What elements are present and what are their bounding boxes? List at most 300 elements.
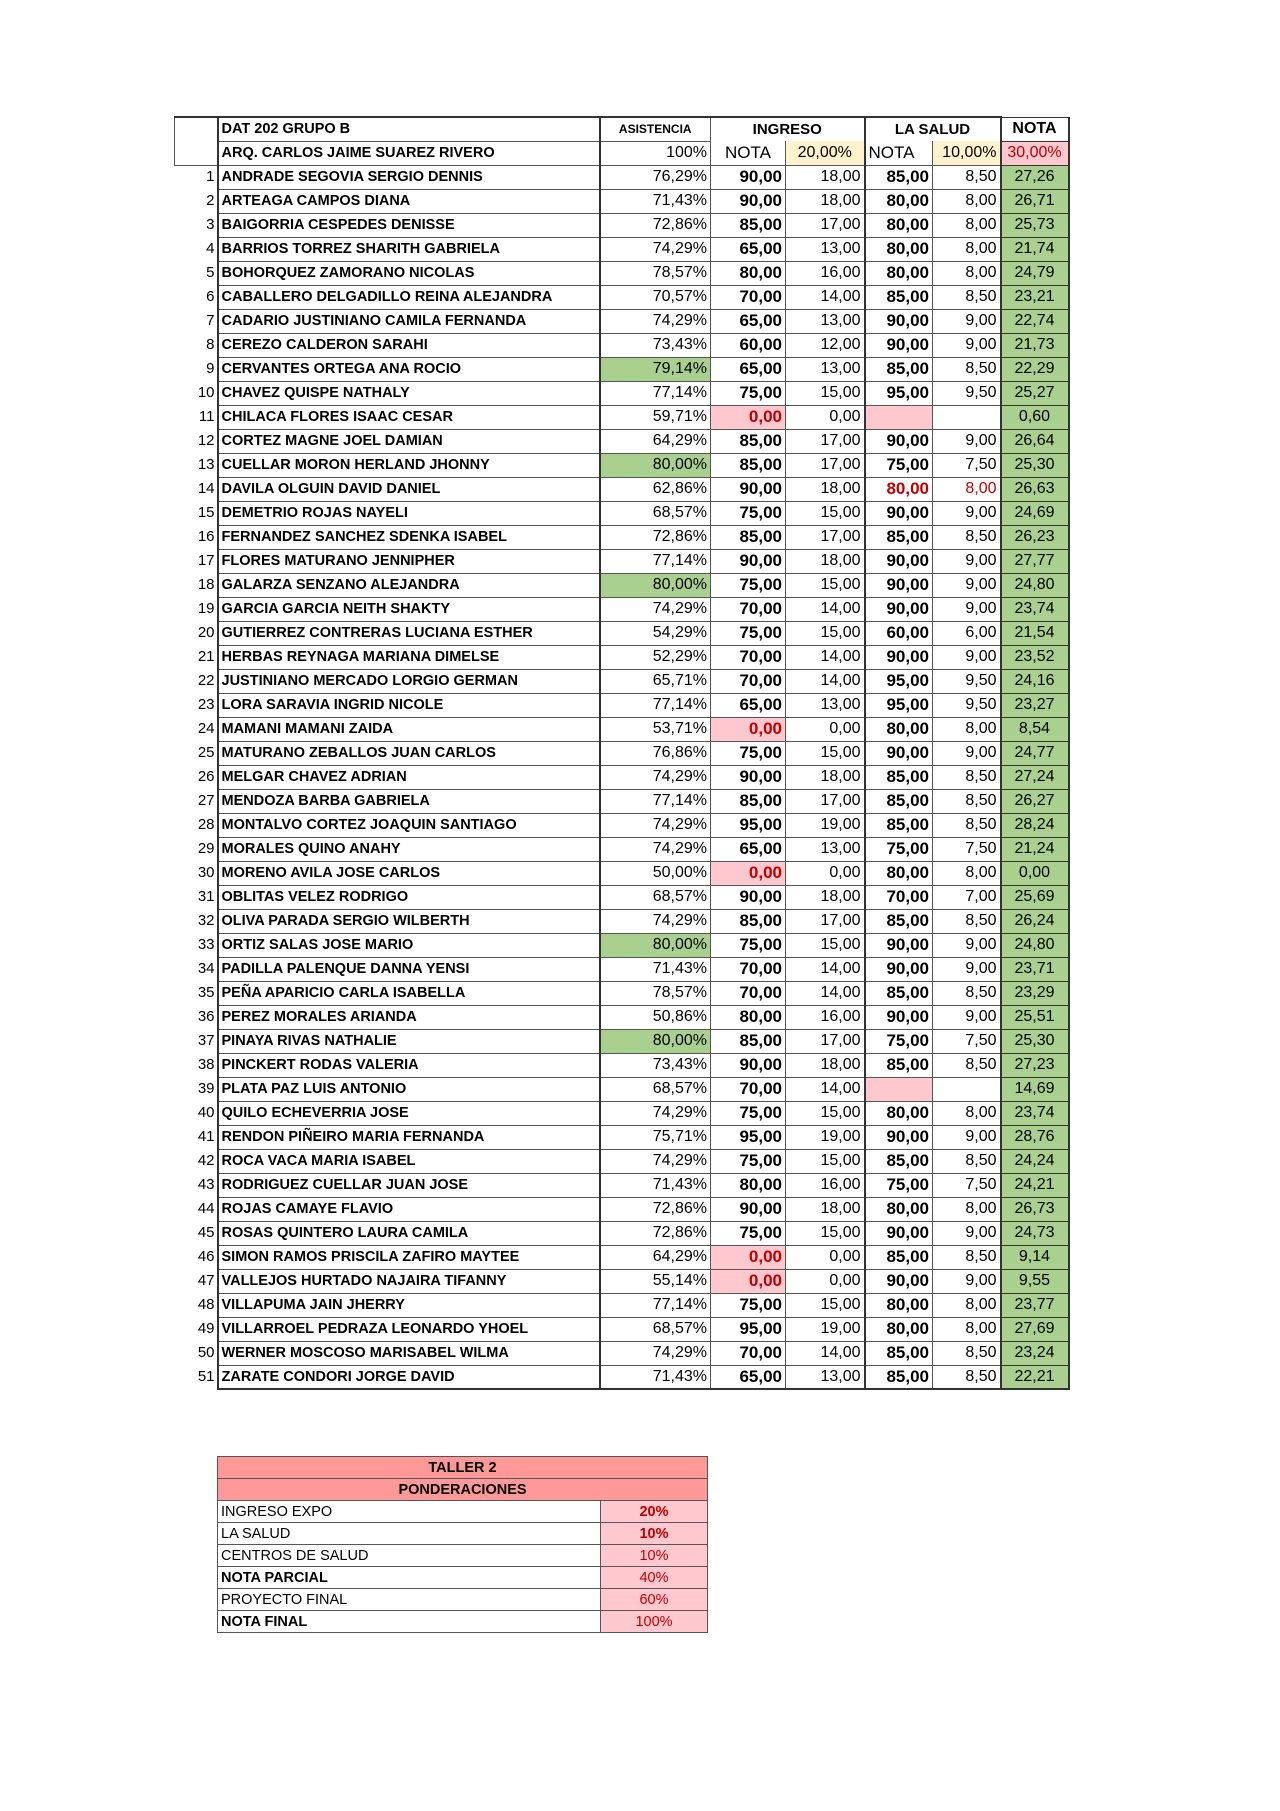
table-row xyxy=(175,1341,1069,1365)
student-name: OBLITAS VELEZ RODRIGO xyxy=(218,885,600,909)
ingreso-weighted: 18,00 xyxy=(786,885,865,909)
salud-weighted: 9,00 xyxy=(933,429,1001,453)
salud-weighted: 8,50 xyxy=(933,765,1001,789)
ingreso-weighted: 19,00 xyxy=(786,1317,865,1341)
attendance: 72,86% xyxy=(600,525,711,549)
header-row-2 xyxy=(175,141,1069,165)
final-grade: 26,73 xyxy=(1001,1197,1069,1221)
ingreso-grade: 60,00 xyxy=(711,333,786,357)
final-grade: 27,24 xyxy=(1001,765,1069,789)
salud-grade xyxy=(865,1077,933,1101)
row-number: 8 xyxy=(206,336,215,353)
salud-grade: 90,00 xyxy=(865,597,933,621)
student-name: MATURANO ZEBALLOS JUAN CARLOS xyxy=(218,741,600,765)
row-number: 2 xyxy=(206,192,215,209)
student-name: BAIGORRIA CESPEDES DENISSE xyxy=(218,213,600,237)
final-grade: 9,55 xyxy=(1001,1269,1069,1293)
ingreso-weighted: 17,00 xyxy=(786,429,865,453)
salud-weighted: 6,00 xyxy=(933,621,1001,645)
student-name: GUTIERREZ CONTRERAS LUCIANA ESTHER xyxy=(218,621,600,645)
ingreso-grade: 85,00 xyxy=(711,525,786,549)
table-row xyxy=(175,1221,1069,1245)
student-name: FERNANDEZ SANCHEZ SDENKA ISABEL xyxy=(218,525,600,549)
salud-grade: 95,00 xyxy=(865,669,933,693)
student-name: ORTIZ SALAS JOSE MARIO xyxy=(218,933,600,957)
salud-weighted: 8,50 xyxy=(933,357,1001,381)
final-grade: 24,24 xyxy=(1001,1149,1069,1173)
ingreso-weighted: 15,00 xyxy=(786,1149,865,1173)
salud-grade: 95,00 xyxy=(865,693,933,717)
final-grade: 24,79 xyxy=(1001,261,1069,285)
final-grade: 25,30 xyxy=(1001,453,1069,477)
final-grade: 26,27 xyxy=(1001,789,1069,813)
ingreso-grade: 95,00 xyxy=(711,1125,786,1149)
attendance: 70,57% xyxy=(600,285,711,309)
salud-grade: 90,00 xyxy=(865,645,933,669)
ingreso-grade: 0,00 xyxy=(711,405,786,429)
table-row xyxy=(175,1293,1069,1317)
student-name: DEMETRIO ROJAS NAYELI xyxy=(218,501,600,525)
salud-grade: 95,00 xyxy=(865,381,933,405)
final-grade: 25,51 xyxy=(1001,1005,1069,1029)
ingreso-weighted: 14,00 xyxy=(786,1077,865,1101)
row-number: 42 xyxy=(197,1152,215,1169)
row-number: 5 xyxy=(206,264,215,281)
final-grade: 23,24 xyxy=(1001,1341,1069,1365)
final-grade: 27,77 xyxy=(1001,549,1069,573)
ingreso-grade: 75,00 xyxy=(711,933,786,957)
salud-grade: 85,00 xyxy=(865,909,933,933)
attendance: 55,14% xyxy=(600,1269,711,1293)
student-name: JUSTINIANO MERCADO LORGIO GERMAN xyxy=(218,669,600,693)
attendance: 71,43% xyxy=(600,957,711,981)
salud-weighted: 8,50 xyxy=(933,525,1001,549)
salud-grade: 90,00 xyxy=(865,549,933,573)
salud-weighted: 9,00 xyxy=(933,501,1001,525)
salud-grade: 85,00 xyxy=(865,765,933,789)
student-name: CHAVEZ QUISPE NATHALY xyxy=(218,381,600,405)
weight-value: 100% xyxy=(601,1611,708,1633)
ingreso-grade: 0,00 xyxy=(711,717,786,741)
weight-row xyxy=(218,1501,708,1523)
ingreso-nota-label: NOTA xyxy=(711,141,786,165)
salud-weighted: 8,00 xyxy=(933,477,1001,501)
weight-label: PROYECTO FINAL xyxy=(218,1589,601,1611)
row-number: 50 xyxy=(197,1344,215,1361)
ingreso-grade: 90,00 xyxy=(711,765,786,789)
student-name: SIMON RAMOS PRISCILA ZAFIRO MAYTEE xyxy=(218,1245,600,1269)
final-grade: 27,69 xyxy=(1001,1317,1069,1341)
salud-weighted: 9,00 xyxy=(933,597,1001,621)
ingreso-grade: 75,00 xyxy=(711,1149,786,1173)
ingreso-weighted: 17,00 xyxy=(786,789,865,813)
attendance: 53,71% xyxy=(600,717,711,741)
final-grade: 24,80 xyxy=(1001,933,1069,957)
ingreso-weighted: 18,00 xyxy=(786,189,865,213)
salud-weighted: 8,00 xyxy=(933,213,1001,237)
attendance: 52,29% xyxy=(600,645,711,669)
ingreso-weighted: 13,00 xyxy=(786,357,865,381)
salud-grade: 90,00 xyxy=(865,309,933,333)
salud-grade: 70,00 xyxy=(865,885,933,909)
ingreso-grade: 65,00 xyxy=(711,1365,786,1389)
row-number: 3 xyxy=(206,216,215,233)
ingreso-grade: 80,00 xyxy=(711,1173,786,1197)
row-number: 7 xyxy=(206,312,215,329)
salud-grade: 90,00 xyxy=(865,957,933,981)
student-name: PEÑA APARICIO CARLA ISABELLA xyxy=(218,981,600,1005)
row-number: 30 xyxy=(197,864,215,881)
salud-weighted: 9,50 xyxy=(933,693,1001,717)
student-name: MENDOZA BARBA GABRIELA xyxy=(218,789,600,813)
final-grade: 27,23 xyxy=(1001,1053,1069,1077)
salud-grade: 90,00 xyxy=(865,501,933,525)
attendance: 68,57% xyxy=(600,501,711,525)
final-grade: 26,24 xyxy=(1001,909,1069,933)
weight-label: NOTA PARCIAL xyxy=(218,1567,601,1589)
table-row xyxy=(175,933,1069,957)
ingreso-grade: 90,00 xyxy=(711,885,786,909)
final-grade: 25,69 xyxy=(1001,885,1069,909)
ingreso-grade: 80,00 xyxy=(711,1005,786,1029)
final-grade: 23,71 xyxy=(1001,957,1069,981)
salud-grade: 85,00 xyxy=(865,1365,933,1389)
ingreso-grade: 90,00 xyxy=(711,189,786,213)
ingreso-grade: 65,00 xyxy=(711,309,786,333)
ingreso-weighted: 15,00 xyxy=(786,1221,865,1245)
salud-weighted: 8,00 xyxy=(933,861,1001,885)
student-name: FLORES MATURANO JENNIPHER xyxy=(218,549,600,573)
ingreso-grade: 65,00 xyxy=(711,237,786,261)
ingreso-weighted: 13,00 xyxy=(786,693,865,717)
table-row xyxy=(175,1005,1069,1029)
salud-grade: 80,00 xyxy=(865,477,933,501)
table-row xyxy=(175,1053,1069,1077)
ingreso-weighted: 15,00 xyxy=(786,621,865,645)
row-number: 12 xyxy=(197,432,215,449)
salud-grade: 75,00 xyxy=(865,837,933,861)
ingreso-weighted: 0,00 xyxy=(786,1269,865,1293)
student-name: WERNER MOSCOSO MARISABEL WILMA xyxy=(218,1341,600,1365)
salud-grade: 85,00 xyxy=(865,1053,933,1077)
row-number: 32 xyxy=(197,912,215,929)
final-grade: 25,27 xyxy=(1001,381,1069,405)
attendance: 65,71% xyxy=(600,669,711,693)
salud-grade: 80,00 xyxy=(865,1317,933,1341)
ingreso-weighted: 14,00 xyxy=(786,285,865,309)
salud-weighted: 9,50 xyxy=(933,381,1001,405)
attendance: 76,86% xyxy=(600,741,711,765)
salud-grade: 85,00 xyxy=(865,1245,933,1269)
table-row xyxy=(175,453,1069,477)
ingreso-grade: 70,00 xyxy=(711,597,786,621)
final-grade: 23,74 xyxy=(1001,597,1069,621)
row-number: 15 xyxy=(197,504,215,521)
row-number: 6 xyxy=(206,288,215,305)
salud-grade: 90,00 xyxy=(865,741,933,765)
final-grade: 22,29 xyxy=(1001,357,1069,381)
attendance: 73,43% xyxy=(600,1053,711,1077)
salud-weighted: 8,00 xyxy=(933,717,1001,741)
salud-weighted: 8,50 xyxy=(933,909,1001,933)
final-grade: 23,77 xyxy=(1001,1293,1069,1317)
table-row xyxy=(175,621,1069,645)
ingreso-weighted: 12,00 xyxy=(786,333,865,357)
row-number: 35 xyxy=(197,984,215,1001)
student-name: CABALLERO DELGADILLO REINA ALEJANDRA xyxy=(218,285,600,309)
row-number: 19 xyxy=(197,600,215,617)
ingreso-weighted: 17,00 xyxy=(786,1029,865,1053)
table-row xyxy=(175,1029,1069,1053)
attendance: 80,00% xyxy=(600,573,711,597)
row-number: 43 xyxy=(197,1176,215,1193)
salud-weighted: 9,50 xyxy=(933,669,1001,693)
ingreso-weighted: 17,00 xyxy=(786,453,865,477)
final-grade: 9,14 xyxy=(1001,1245,1069,1269)
table-row xyxy=(175,1101,1069,1125)
salud-weighted: 9,00 xyxy=(933,957,1001,981)
student-name: MONTALVO CORTEZ JOAQUIN SANTIAGO xyxy=(218,813,600,837)
final-grade: 23,74 xyxy=(1001,1101,1069,1125)
table-row xyxy=(175,525,1069,549)
ingreso-weighted: 0,00 xyxy=(786,861,865,885)
row-number: 17 xyxy=(197,552,215,569)
student-name: ZARATE CONDORI JORGE DAVID xyxy=(218,1365,600,1389)
ingreso-grade: 90,00 xyxy=(711,549,786,573)
attendance: 74,29% xyxy=(600,1149,711,1173)
student-name: ROSAS QUINTERO LAURA CAMILA xyxy=(218,1221,600,1245)
salud-weighted: 9,00 xyxy=(933,573,1001,597)
table-row xyxy=(175,1197,1069,1221)
table-row xyxy=(175,813,1069,837)
final-grade: 21,24 xyxy=(1001,837,1069,861)
final-grade: 28,76 xyxy=(1001,1125,1069,1149)
weight-row xyxy=(218,1611,708,1633)
ingreso-grade: 75,00 xyxy=(711,1293,786,1317)
row-number: 13 xyxy=(197,456,215,473)
row-number: 39 xyxy=(197,1080,215,1097)
final-grade: 26,64 xyxy=(1001,429,1069,453)
nota-header: NOTA xyxy=(1001,117,1069,141)
attendance: 50,00% xyxy=(600,861,711,885)
table-row xyxy=(175,381,1069,405)
ingreso-weighted: 14,00 xyxy=(786,1341,865,1365)
salud-grade: 75,00 xyxy=(865,453,933,477)
final-grade: 26,23 xyxy=(1001,525,1069,549)
salud-grade: 90,00 xyxy=(865,1125,933,1149)
ingreso-weighted: 17,00 xyxy=(786,909,865,933)
grade-rows xyxy=(175,165,1069,1389)
table-row xyxy=(175,357,1069,381)
table-row xyxy=(175,1269,1069,1293)
weight-row xyxy=(218,1567,708,1589)
ingreso-grade: 85,00 xyxy=(711,453,786,477)
final-grade: 26,63 xyxy=(1001,477,1069,501)
attendance: 71,43% xyxy=(600,1173,711,1197)
final-grade: 28,24 xyxy=(1001,813,1069,837)
ingreso-grade: 65,00 xyxy=(711,693,786,717)
salud-grade: 90,00 xyxy=(865,1269,933,1293)
row-number: 24 xyxy=(197,720,215,737)
ingreso-weighted: 14,00 xyxy=(786,645,865,669)
table-row xyxy=(175,1365,1069,1389)
row-number: 38 xyxy=(197,1056,215,1073)
row-number: 49 xyxy=(197,1320,215,1337)
salud-weighted: 8,50 xyxy=(933,1341,1001,1365)
attendance: 80,00% xyxy=(600,453,711,477)
attendance: 50,86% xyxy=(600,1005,711,1029)
student-name: MAMANI MAMANI ZAIDA xyxy=(218,717,600,741)
table-row xyxy=(175,837,1069,861)
ingreso-weighted: 18,00 xyxy=(786,765,865,789)
student-name: MORENO AVILA JOSE CARLOS xyxy=(218,861,600,885)
ingreso-grade: 70,00 xyxy=(711,645,786,669)
salud-weighted: 8,50 xyxy=(933,1149,1001,1173)
ingreso-grade: 90,00 xyxy=(711,477,786,501)
salud-grade: 90,00 xyxy=(865,1221,933,1245)
attendance: 78,57% xyxy=(600,981,711,1005)
final-grade: 24,77 xyxy=(1001,741,1069,765)
final-grade: 0,00 xyxy=(1001,861,1069,885)
table-row xyxy=(175,285,1069,309)
ingreso-grade: 80,00 xyxy=(711,261,786,285)
salud-weighted xyxy=(933,1077,1001,1101)
weight-row xyxy=(218,1523,708,1545)
row-number: 51 xyxy=(197,1368,215,1385)
salud-weighted xyxy=(933,405,1001,429)
row-number: 25 xyxy=(197,744,215,761)
salud-weighted: 8,00 xyxy=(933,1101,1001,1125)
ingreso-grade: 75,00 xyxy=(711,621,786,645)
weights-subtitle: PONDERACIONES xyxy=(218,1479,708,1501)
attendance: 77,14% xyxy=(600,1293,711,1317)
weight-label: NOTA FINAL xyxy=(218,1611,601,1633)
attendance: 74,29% xyxy=(600,837,711,861)
ingreso-weighted: 13,00 xyxy=(786,837,865,861)
asistencia-total: 100% xyxy=(600,141,711,165)
attendance: 74,29% xyxy=(600,813,711,837)
student-name: GALARZA SENZANO ALEJANDRA xyxy=(218,573,600,597)
student-name: CADARIO JUSTINIANO CAMILA FERNANDA xyxy=(218,309,600,333)
final-grade: 21,54 xyxy=(1001,621,1069,645)
salud-weighted: 7,50 xyxy=(933,837,1001,861)
ingreso-grade: 65,00 xyxy=(711,357,786,381)
table-row xyxy=(175,1317,1069,1341)
table-row xyxy=(175,957,1069,981)
student-name: OLIVA PARADA SERGIO WILBERTH xyxy=(218,909,600,933)
salud-grade: 80,00 xyxy=(865,861,933,885)
attendance: 76,29% xyxy=(600,165,711,189)
row-number: 31 xyxy=(197,888,215,905)
student-name: CUELLAR MORON HERLAND JHONNY xyxy=(218,453,600,477)
salud-grade xyxy=(865,405,933,429)
ingreso-grade: 90,00 xyxy=(711,165,786,189)
salud-grade: 90,00 xyxy=(865,429,933,453)
table-row xyxy=(175,669,1069,693)
ingreso-weighted: 0,00 xyxy=(786,1245,865,1269)
row-number: 20 xyxy=(197,624,215,641)
ingreso-weighted: 14,00 xyxy=(786,957,865,981)
salud-weighted: 8,00 xyxy=(933,261,1001,285)
student-name: CHILACA FLORES ISAAC CESAR xyxy=(218,405,600,429)
weight-row xyxy=(218,1545,708,1567)
table-row xyxy=(175,405,1069,429)
header-row-1 xyxy=(175,117,1069,141)
salud-grade: 90,00 xyxy=(865,573,933,597)
weight-row xyxy=(218,1589,708,1611)
student-name: ROCA VACA MARIA ISABEL xyxy=(218,1149,600,1173)
salud-grade: 85,00 xyxy=(865,525,933,549)
salud-weighted: 9,00 xyxy=(933,1125,1001,1149)
asistencia-header: ASISTENCIA xyxy=(600,117,711,141)
student-name: ANDRADE SEGOVIA SERGIO DENNIS xyxy=(218,165,600,189)
attendance: 68,57% xyxy=(600,885,711,909)
table-row xyxy=(175,1149,1069,1173)
ingreso-grade: 90,00 xyxy=(711,1053,786,1077)
student-name: MORALES QUINO ANAHY xyxy=(218,837,600,861)
salud-grade: 80,00 xyxy=(865,189,933,213)
student-name: BARRIOS TORREZ SHARITH GABRIELA xyxy=(218,237,600,261)
attendance: 77,14% xyxy=(600,381,711,405)
attendance: 68,57% xyxy=(600,1317,711,1341)
attendance: 73,43% xyxy=(600,333,711,357)
salud-grade: 85,00 xyxy=(865,165,933,189)
salud-weighted: 8,00 xyxy=(933,189,1001,213)
student-name: ROJAS CAMAYE FLAVIO xyxy=(218,1197,600,1221)
ingreso-grade: 90,00 xyxy=(711,1197,786,1221)
weight-label: INGRESO EXPO xyxy=(218,1501,601,1523)
ingreso-weighted: 14,00 xyxy=(786,669,865,693)
attendance: 79,14% xyxy=(600,357,711,381)
row-number: 4 xyxy=(206,240,215,257)
ingreso-grade: 70,00 xyxy=(711,957,786,981)
salud-weighted: 9,00 xyxy=(933,549,1001,573)
student-name: BOHORQUEZ ZAMORANO NICOLAS xyxy=(218,261,600,285)
final-grade: 23,27 xyxy=(1001,693,1069,717)
salud-grade: 80,00 xyxy=(865,1101,933,1125)
attendance: 74,29% xyxy=(600,765,711,789)
ingreso-weighted: 14,00 xyxy=(786,597,865,621)
attendance: 54,29% xyxy=(600,621,711,645)
final-grade: 24,16 xyxy=(1001,669,1069,693)
weight-value: 20% xyxy=(601,1501,708,1523)
ingreso-weighted: 16,00 xyxy=(786,1173,865,1197)
ingreso-grade: 0,00 xyxy=(711,1245,786,1269)
ingreso-weighted: 18,00 xyxy=(786,477,865,501)
attendance: 71,43% xyxy=(600,189,711,213)
table-row xyxy=(175,765,1069,789)
salud-grade: 80,00 xyxy=(865,261,933,285)
final-grade: 24,69 xyxy=(1001,501,1069,525)
weights-table xyxy=(217,1456,708,1633)
salud-grade: 85,00 xyxy=(865,981,933,1005)
table-row xyxy=(175,261,1069,285)
ingreso-weighted: 15,00 xyxy=(786,573,865,597)
salud-grade: 90,00 xyxy=(865,933,933,957)
ingreso-grade: 75,00 xyxy=(711,1221,786,1245)
salud-weighted: 8,00 xyxy=(933,237,1001,261)
final-grade: 25,73 xyxy=(1001,213,1069,237)
ingreso-weighted: 0,00 xyxy=(786,717,865,741)
ingreso-weighted: 19,00 xyxy=(786,813,865,837)
table-row xyxy=(175,549,1069,573)
table-row xyxy=(175,693,1069,717)
ingreso-grade: 0,00 xyxy=(711,861,786,885)
row-number: 11 xyxy=(198,408,215,425)
ingreso-grade: 85,00 xyxy=(711,789,786,813)
ingreso-grade: 85,00 xyxy=(711,1029,786,1053)
table-row xyxy=(175,1245,1069,1269)
